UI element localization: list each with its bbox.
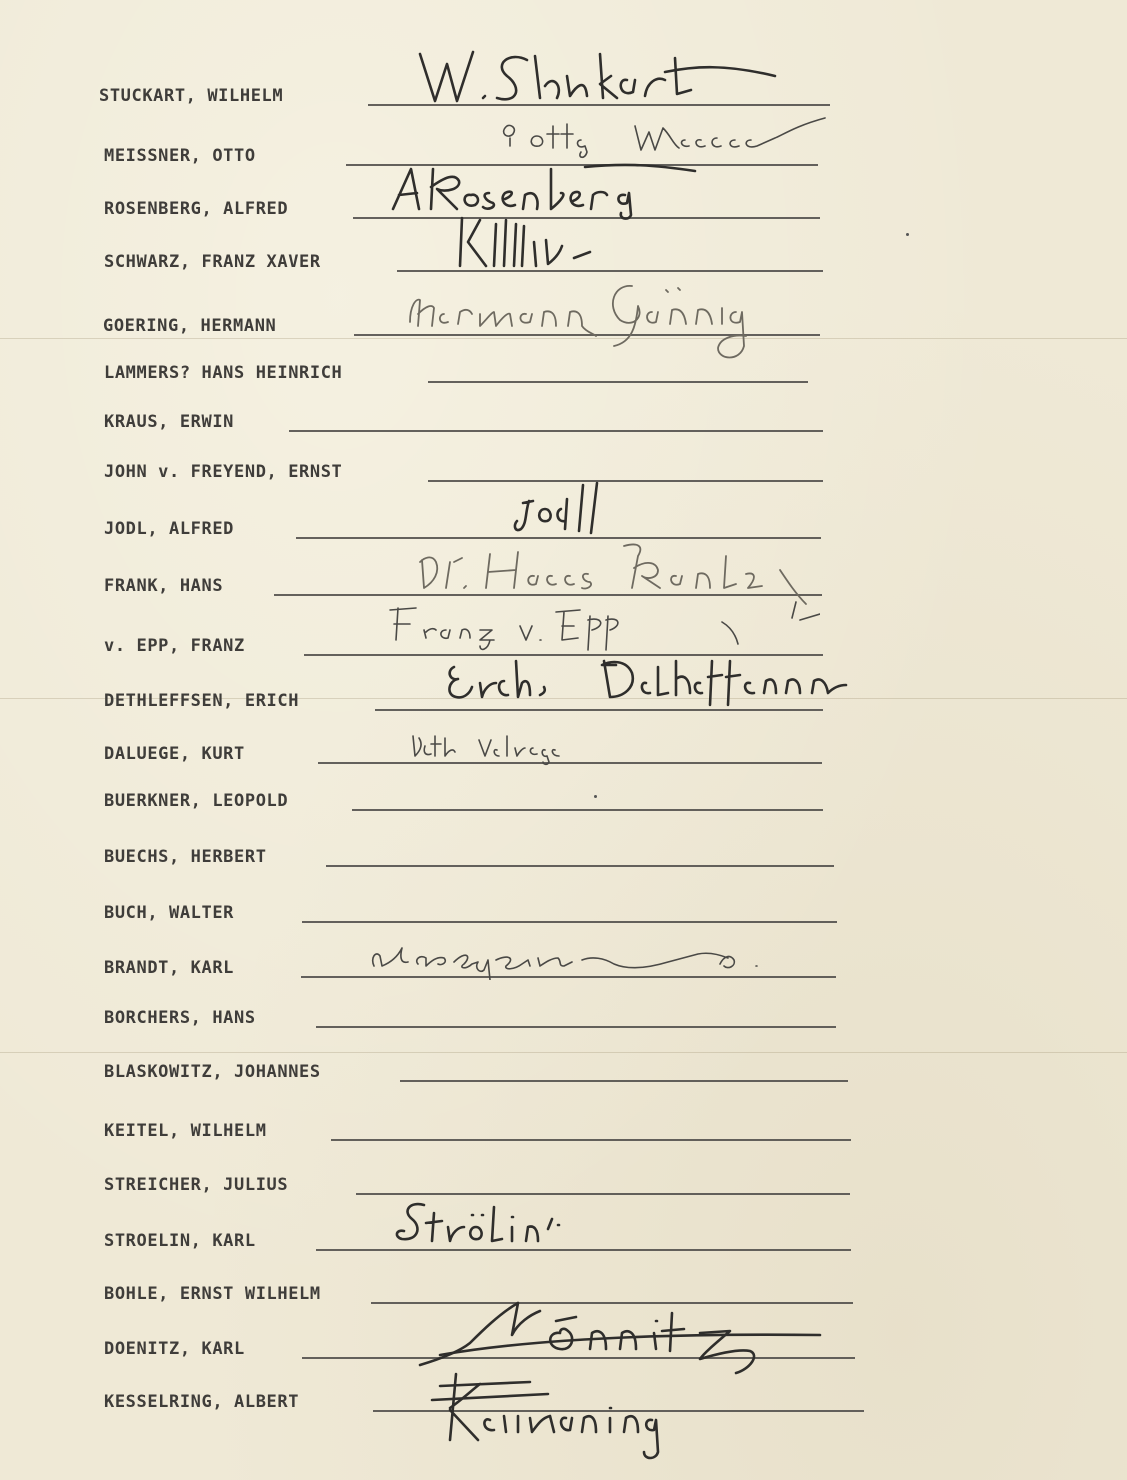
signature-line	[428, 381, 808, 383]
signature-line	[375, 709, 823, 711]
signature-line	[368, 104, 830, 106]
typed-name: JOHN v. FREYEND, ERNST	[104, 462, 343, 482]
handwritten-signature-meissner	[495, 106, 845, 168]
typed-name: v. EPP, FRANZ	[104, 636, 245, 656]
typed-name: BUECHS, HERBERT	[104, 847, 267, 867]
signature-row	[0, 630, 1127, 660]
signature-row	[0, 193, 1127, 223]
ink-speck	[594, 795, 597, 798]
typed-name: MEISSNER, OTTO	[104, 146, 256, 166]
signature-row	[0, 738, 1127, 768]
typed-name: KRAUS, ERWIN	[104, 412, 235, 432]
signature-line	[326, 865, 834, 867]
signature-row	[0, 513, 1127, 543]
signature-row	[0, 1115, 1127, 1145]
signature-line	[397, 270, 823, 272]
typed-name: STROELIN, KARL	[104, 1231, 256, 1251]
signature-line	[302, 1357, 855, 1359]
signature-line	[301, 976, 836, 978]
signature-row	[0, 310, 1127, 340]
ink-speck	[906, 233, 909, 236]
typed-name: DOENITZ, KARL	[104, 1339, 245, 1359]
typed-name: BUERKNER, LEOPOLD	[104, 791, 289, 811]
signature-row	[0, 897, 1127, 927]
signature-row	[0, 570, 1127, 600]
handwritten-signature-frank	[410, 532, 830, 612]
handwritten-signature-brandt	[368, 936, 768, 980]
handwritten-signature-stroelin	[390, 1197, 590, 1253]
signature-row	[0, 1333, 1127, 1363]
signature-row	[0, 1002, 1127, 1032]
typed-name: SCHWARZ, FRANZ XAVER	[104, 252, 321, 272]
typed-name: STREICHER, JULIUS	[104, 1175, 289, 1195]
signature-row	[0, 952, 1127, 982]
typed-name: BUCH, WALTER	[104, 903, 235, 923]
signature-line	[274, 594, 822, 596]
typed-name: KEITEL, WILHELM	[104, 1121, 267, 1141]
handwritten-signature-kesselring	[420, 1370, 740, 1460]
typed-name: JODL, ALFRED	[104, 519, 235, 539]
typed-name: FRANK, HANS	[104, 576, 224, 596]
signature-line	[371, 1302, 853, 1304]
signature-row	[0, 841, 1127, 871]
typed-name: BOHLE, ERNST WILHELM	[104, 1284, 321, 1304]
signature-line	[304, 654, 823, 656]
signature-row	[0, 1386, 1127, 1416]
signature-row	[0, 1056, 1127, 1086]
signature-row	[0, 80, 1127, 110]
signature-row	[0, 1169, 1127, 1199]
typed-name: BLASKOWITZ, JOHANNES	[104, 1062, 321, 1082]
signature-line	[316, 1026, 836, 1028]
signature-row	[0, 456, 1127, 486]
typed-name: GOERING, HERMANN	[103, 316, 277, 336]
signature-line	[302, 921, 837, 923]
signature-line	[356, 1193, 850, 1195]
signature-row	[0, 406, 1127, 436]
typed-name: DALUEGE, KURT	[104, 744, 245, 764]
signature-line	[331, 1139, 851, 1141]
signature-line	[428, 480, 823, 482]
signature-row	[0, 357, 1127, 387]
signature-line	[352, 809, 823, 811]
paper-fold	[0, 1052, 1127, 1053]
signature-line	[296, 537, 821, 539]
typed-name: STUCKART, WILHELM	[99, 86, 284, 106]
typed-name: BRANDT, KARL	[104, 958, 235, 978]
handwritten-signature-goering	[400, 276, 760, 366]
typed-name: LAMMERS? HANS HEINRICH	[104, 363, 343, 383]
typed-name: BORCHERS, HANS	[104, 1008, 256, 1028]
signature-line	[316, 1249, 851, 1251]
handwritten-signature-daluege	[405, 726, 615, 766]
signature-line	[318, 762, 822, 764]
signature-row	[0, 1225, 1127, 1255]
signature-row	[0, 246, 1127, 276]
typed-name: DETHLEFFSEN, ERICH	[104, 691, 300, 711]
handwritten-signature-stuckart	[395, 46, 795, 108]
typed-name: KESSELRING, ALBERT	[104, 1392, 300, 1412]
signature-line	[400, 1080, 848, 1082]
signature-row	[0, 685, 1127, 715]
handwritten-signature-epp	[380, 596, 820, 658]
signature-line	[289, 430, 823, 432]
signature-row	[0, 1278, 1127, 1308]
handwritten-signature-jodl	[505, 479, 635, 541]
signature-row	[0, 140, 1127, 170]
signature-row	[0, 785, 1127, 815]
signature-line	[353, 217, 820, 219]
signature-line	[354, 334, 820, 336]
signature-line	[373, 1410, 864, 1412]
typed-name: ROSENBERG, ALFRED	[104, 199, 289, 219]
signature-line	[346, 164, 818, 166]
